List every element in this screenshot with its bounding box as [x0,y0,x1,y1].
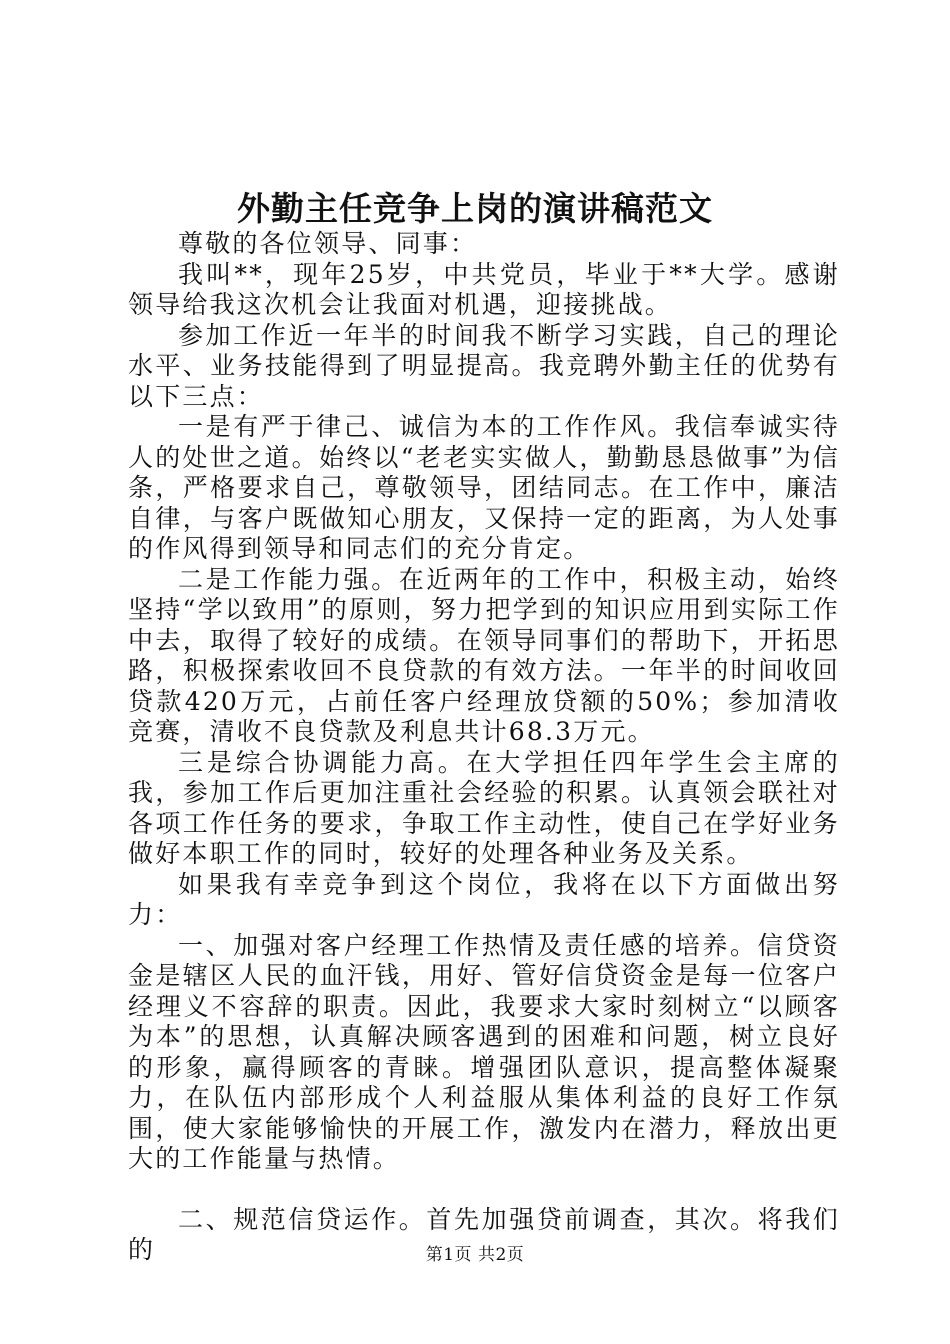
paragraph-advantage-one: 一是有严于律己、诚信为本的工作作风。我信奉诚实待人的处世之道。始终以“老老实实做人，勤勤恳恳做事”为信条，严格要求自己，尊敬领导，团结同志。在工作中，廉洁自律，与客户既做知心朋友，又保持一定的距离，为人处事的作风得到领导和同志们的充分肯定。 [128,412,840,563]
paragraph-advantage-three: 三是综合协调能力高。在大学担任四年学生会主席的我，参加工作后更加注重社会经验的积累。认真领会联社对各项工作任务的要求，争取工作主动性，使自己在学好业务做好本职工作的同时，较好的处理各种业务及关系。 [128,747,840,868]
paragraph-advantage-two: 二是工作能力强。在近两年的工作中，积极主动，始终坚持“学以致用”的原则，努力把学到的知识应用到实际工作中去，取得了较好的成绩。在领导同事们的帮助下，开拓思路，积极探索收回不良贷款的有效方法。一年半的时间收回贷款420万元，占前任客户经理放贷额的50%；参加清收竞赛，清收不良贷款及利息共计68.3万元。 [128,564,840,746]
page-footer: 第1页 共2页 [425,1245,525,1265]
paragraph-salutation: 尊敬的各位领导、同事： [178,229,478,258]
paragraph-advantages-intro: 参加工作近一年半的时间我不断学习实践，自己的理论水平、业务技能得到了明显提高。我竞聘外勤主任的优势有以下三点： [128,320,840,411]
document-body [128,229,840,1266]
paragraph-introduction: 我叫**，现年25岁，中共党员，毕业于**大学。感谢领导给我这次机会让我面对机遇，迎接挑战。 [128,259,840,319]
paragraph-effort-two: 二、规范信贷运作。首先加强贷前调查，其次。将我们的 [128,1204,840,1264]
paragraph-efforts-intro: 如果我有幸竞争到这个岗位，我将在以下方面做出努力： [128,869,840,929]
document-title: 外勤主任竞争上岗的演讲稿范文 [237,189,713,228]
paragraph-effort-one: 一、加强对客户经理工作热情及责任感的培养。信贷资金是辖区人民的血汗钱，用好、管好信贷资金是每一位客户经理义不容辞的职责。因此，我要求大家时刻树立“以顾客为本”的思想，认真解决顾客遇到的困难和问题，树立良好的形象，赢得顾客的青睐。增强团队意识，提高整体凝聚力，在队伍内部形成个人利益服从集体利益的良好工作氛围，使大家能够愉快的开展工作，激发内在潜力，释放出更大的工作能量与热情。 [128,930,840,1173]
